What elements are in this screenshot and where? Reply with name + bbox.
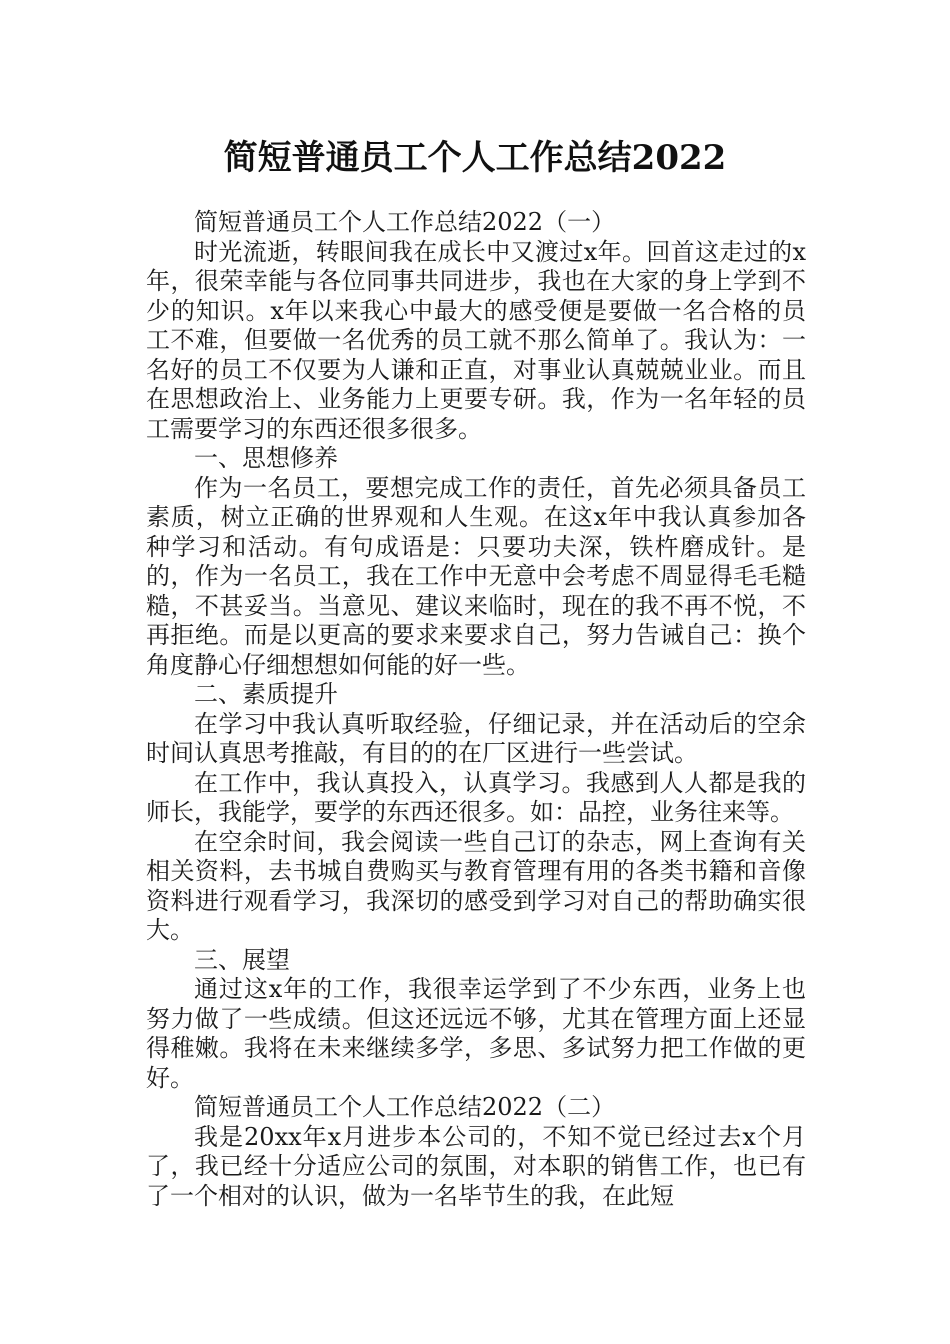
body-paragraph: 在学习中我认真听取经验，仔细记录，并在活动后的空余时间认真思考推敲，有目的的在厂区进行一些尝试。 bbox=[146, 709, 806, 767]
body-paragraph: 在工作中，我认真投入，认真学习。我感到人人都是我的师长，我能学，要学的东西还很多。如：品控，业务往来等。 bbox=[146, 768, 806, 826]
section-heading-quality: 二、素质提升 bbox=[194, 680, 338, 708]
section-heading-outlook: 三、展望 bbox=[194, 945, 290, 974]
document-body bbox=[146, 208, 806, 1211]
section-heading-part-one: 简短普通员工个人工作总结2022（一） bbox=[194, 208, 616, 236]
body-paragraph: 时光流逝，转眼间我在成长中又渡过x年。回首这走过的x年，很荣幸能与各位同事共同进步，我也在大家的身上学到不少的知识。x年以来我心中最大的感受便是要做一名合格的员工不难，但要做一名优秀的员工就不那么简单了。我认为：一名好的员工不仅要为人谦和正直，对事业认真兢兢业业。而且在思想政治上、业务能力上更要专研。我，作为一名年轻的员工需要学习的东西还很多很多。 bbox=[146, 237, 806, 443]
document-title: 简短普通员工个人工作总结2022 bbox=[223, 138, 727, 178]
body-paragraph: 在空余时间，我会阅读一些自己订的杂志，网上查询有关相关资料，去书城自费购买与教育管理有用的各类书籍和音像资料进行观看学习，我深切的感受到学习对自己的帮助确实很大。 bbox=[146, 827, 806, 944]
section-heading-thought: 一、思想修养 bbox=[194, 444, 338, 472]
body-paragraph: 我是20xx年x月进步本公司的，不知不觉已经过去x个月了，我已经十分适应公司的氛围，对本职的销售工作，也已有了一个相对的认识，做为一名毕节生的我，在此短 bbox=[146, 1122, 806, 1210]
body-paragraph: 通过这x年的工作，我很幸运学到了不少东西，业务上也努力做了一些成绩。但这还远远不够，尤其在管理方面上还显得稚嫩。我将在未来继续多学，多思、多试努力把工作做的更好。 bbox=[146, 975, 806, 1092]
body-paragraph: 作为一名员工，要想完成工作的责任，首先必须具备员工素质，树立正确的世界观和人生观。在这x年中我认真参加各种学习和活动。有句成语是：只要功夫深，铁杵磨成针。是的，作为一名员工，我在工作中无意中会考虑不周显得毛毛糙糙，不甚妥当。当意见、建议来临时，现在的我不再不悦，不再拒绝。而是以更高的要求来要求自己，努力告诫自己：换个角度静心仔细想想如何能的好一些。 bbox=[146, 473, 806, 679]
section-heading-part-two: 简短普通员工个人工作总结2022（二） bbox=[194, 1093, 616, 1121]
